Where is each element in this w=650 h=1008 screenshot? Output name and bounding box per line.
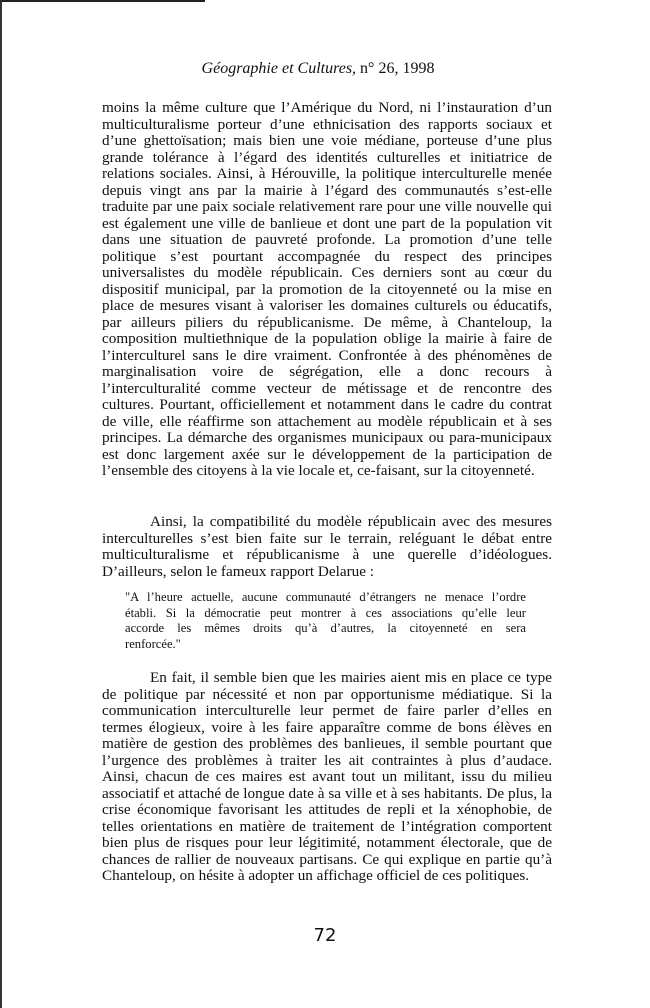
- issue-info: n° 26, 1998: [356, 60, 435, 77]
- text-line: associatif et attaché de longue date à sa ville et à ses habitants. De plus, la: [102, 784, 552, 802]
- text-line: l’interculturalité comme vecteur de métissage et de rencontre des: [102, 379, 552, 397]
- text-line: termes élogieux, voire à les faire apparaître comme de bons élèves en: [102, 718, 552, 736]
- text-line: d’une ghettoïsation; mais bien une voie médiane, porteuse d’une plus: [102, 132, 552, 149]
- text-line: matière de gestion des problèmes des banlieues, il semble pourtant que: [102, 735, 552, 752]
- text-line: "A l’heure actuelle, aucune communauté d’étrangers ne menace l’ordre: [125, 590, 526, 604]
- text-line: universalistes du modèle républicain. Ces derniers sont au cœur du: [102, 264, 552, 281]
- scan-edge-left: [0, 0, 2, 1008]
- paragraph-3: [102, 670, 552, 885]
- text-line: depuis vingt ans par la mairie à l’égard des communautés s’est-elle: [102, 181, 552, 199]
- text-line: moins la même culture que l’Amérique du Nord, ni l’instauration d’un: [102, 99, 552, 116]
- text-line: communication interculturelle leur permet de faire parler d’elles en: [102, 702, 552, 719]
- text-line: chances de rallier de nouveaux partisans. Ce qui explique en partie qu’à: [102, 850, 552, 868]
- text-line: accorde les mêmes droits qu’à d’autres, la citoyenneté en sera: [125, 621, 526, 635]
- text-line: dans une situation de pauvreté profonde. La promotion d’une telle: [102, 231, 552, 248]
- text-line: Ainsi, la compatibilité du modèle républicain avec des mesures: [150, 513, 552, 530]
- text-line: place de mesures visant à valoriser les domaines culturels ou éducatifs,: [102, 297, 552, 314]
- text-line: renforcée.": [125, 636, 181, 651]
- text-line: cultures. Pourtant, officiellement et notamment dans le cadre du contrat: [102, 396, 552, 413]
- text-line: principes. La démarche des organismes municipaux ou para-municipaux: [102, 429, 552, 446]
- text-line: grande tolérance à l’égard des identités culturelles et initiatrice de: [102, 148, 552, 166]
- text-line: telles orientations en matière de traitement de l’intégration comportent: [102, 817, 552, 835]
- running-header: [0, 60, 636, 78]
- text-line: marginalisation voire de ségrégation, elle a donc recours à: [102, 363, 552, 380]
- text-line: D’ailleurs, selon le fameux rapport Delarue :: [102, 562, 375, 580]
- text-line: interculturelles s’est bien faite sur le terrain, reléguant le débat entre: [102, 529, 552, 547]
- text-line: dispositif municipal, par la promotion de la citoyenneté ou la mise en: [102, 280, 552, 298]
- text-line: crise économique favorisant les attitudes de repli et la xénophobie, de: [102, 801, 552, 818]
- text-line: multiculturalisme porteur d’une ethnicisation des rapports sociaux et: [102, 115, 552, 133]
- text-line: est également une ville de banlieue et dont une part de la population vit: [102, 214, 552, 232]
- text-line: Ainsi, chacun de ces maires est avant tout un militant, issu du milieu: [102, 768, 552, 785]
- page-number: 72: [313, 925, 337, 946]
- text-line: politique s’est pourtant accompagnée du respect des principes: [102, 247, 552, 265]
- text-line: l’urgence des problèmes à traiter les ait contraintes à plus d’audace.: [102, 751, 552, 769]
- text-line: de ville, elle réaffirme son attachement au modèle républicain et à ses: [102, 412, 552, 430]
- block-quote: [125, 590, 526, 652]
- text-line: est donc largement axée sur le développement de la participation de: [102, 445, 552, 463]
- text-line: bien plus de risques pour leur légitimité, notamment électorale, que de: [102, 834, 552, 851]
- text-line: multiculturalisme et républicanisme à une querelle d’idéologues.: [102, 546, 552, 563]
- text-line: traduite par une paix sociale relativement rare pour une ville nouvelle qui: [102, 198, 552, 215]
- paragraph-1: [102, 100, 552, 480]
- paragraph-2: [102, 514, 552, 580]
- text-line: de politique par nécessité et non par opportunisme médiatique. Si la: [102, 685, 552, 703]
- text-line: En fait, il semble bien que les mairies aient mis en place ce type: [150, 669, 552, 686]
- text-line: l’ensemble des citoyens à la vie locale et, ce-faisant, sur la citoyenneté.: [102, 462, 535, 479]
- text-line: par ailleurs piliers du républicanisme. De même, à Chanteloup, la: [102, 313, 552, 331]
- text-line: composition multiethnique de la population oblige la mairie à faire de: [102, 330, 552, 347]
- journal-title: Géographie et Cultures,: [201, 60, 357, 77]
- text-line: l’interculturel sans le dire vraiment. Confrontée à des phénomènes de: [102, 346, 552, 364]
- text-line: Chanteloup, on hésite à adopter un affichage officiel de ces politiques.: [102, 867, 530, 884]
- scan-edge-top: [0, 0, 205, 2]
- text-line: établi. Si la démocratie peut montrer à ces associations qu’elle leur: [125, 605, 526, 620]
- text-line: relations sociales. Ainsi, à Hérouville, la politique interculturelle menée: [102, 165, 552, 182]
